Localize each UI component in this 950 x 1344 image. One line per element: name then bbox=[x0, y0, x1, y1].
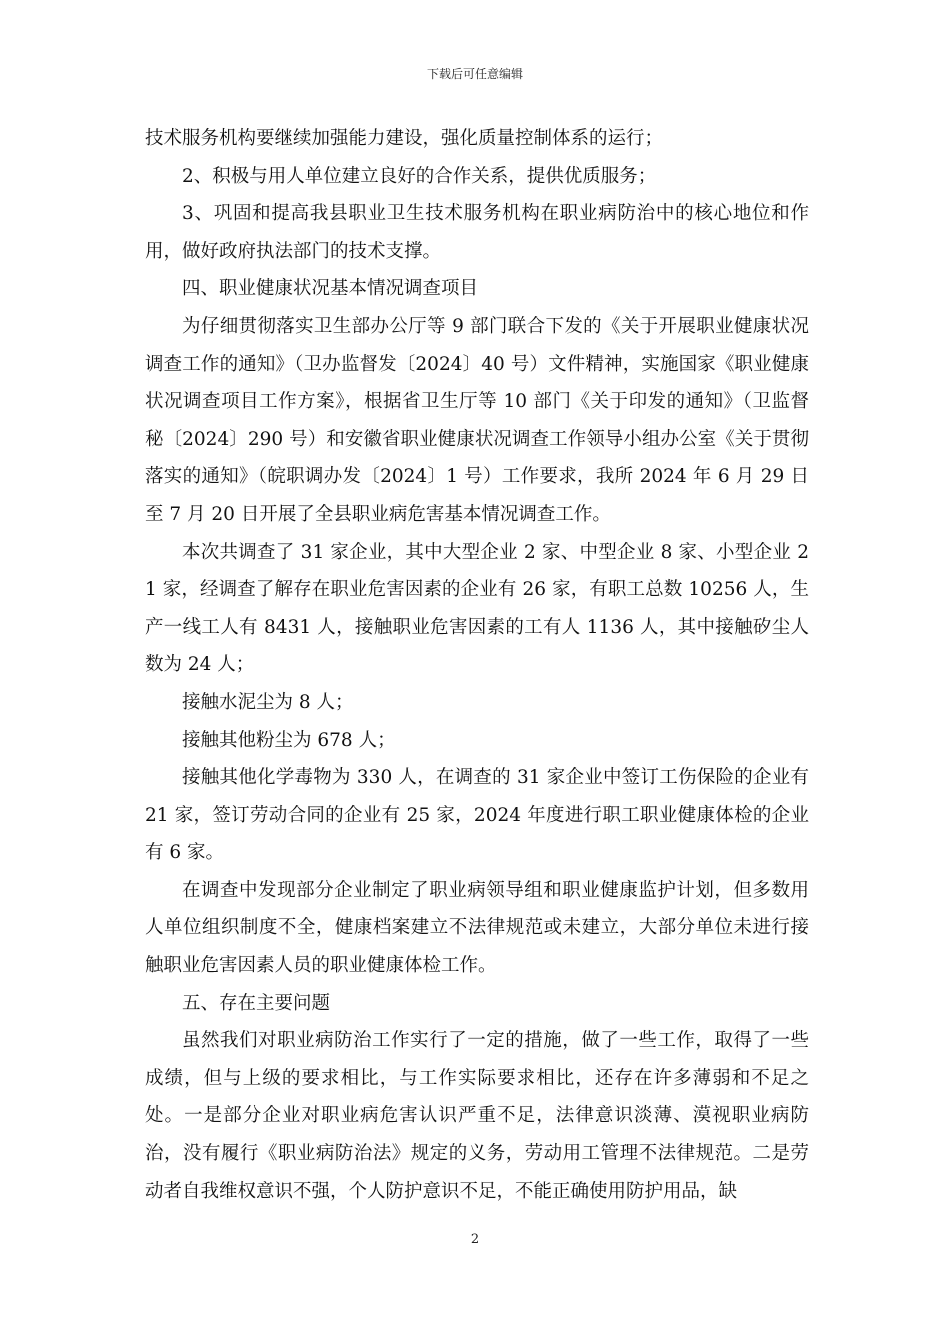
page-header: 下载后可任意编辑 bbox=[426, 67, 523, 81]
paragraph-chemicals: 接触其他化学毒物为 330 人，在调查的 31 家企业中签订工伤保险的企业有 21 家，签订劳动合同的企业有 25 家，2024 年度进行职工职业健康体检的企业有 6 家。 bbox=[145, 767, 809, 864]
paragraph-problems: 虽然我们对职业病防治工作实行了一定的措施，做了一些工作，取得了一些成绩，但与上级的要求相比，与工作实际要求相比，还存在许多薄弱和不足之处。一是部分企业对职业病危害认识严重不足，法律意识淡薄、漠视职业病防治，没有履行《职业病防治法》规定的义务，劳动用工管理不法律规范。二是劳动者自我维权意识不强，个人防护意识不足，不能正确使用防护用品，缺 bbox=[145, 1030, 809, 1202]
paragraph-survey-stats: 本次共调查了 31 家企业，其中大型企业 2 家、中型企业 8 家、小型企业 21 家，经调查了解存在职业危害因素的企业有 26 家，有职工总数 10256 人，生产一线工人有 8431 人，接触职业危害因素的工有人 1136 人，其中接触矽尘人数为 24 人； bbox=[145, 541, 809, 676]
section-heading-5: 五、存在主要问题 bbox=[182, 992, 331, 1014]
paragraph-survey-intro: 为仔细贯彻落实卫生部办公厅等 9 部门联合下发的《关于开展职业健康状况调查工作的通知》（卫办监督发〔2024〕40 号）文件精神，实施国家《职业健康状况调查项目工作方案》，根据省卫生厅等 10 部门《关于印发的通知》（卫监督秘〔2024〕290 号）和安徽省职业健康状况调查工作领导小组办公室《关于贯彻落实的通知》（皖职调办发〔2024〕1 号）工作要求，我所 2024 年 6 月 29 日至 7 月 20 日开展了全县职业病危害基本情况调查工作。 bbox=[145, 315, 809, 525]
paragraph-findings: 在调查中发现部分企业制定了职业病领导组和职业健康监护计划，但多数用人单位组织制度不全，健康档案建立不法律规范或未建立，大部分单位未进行接触职业危害因素人员的职业健康体检工作。 bbox=[145, 879, 809, 977]
document-body bbox=[145, 120, 809, 1210]
page-number: 2 bbox=[470, 1232, 480, 1247]
paragraph-cement-dust: 接触水泥尘为 8 人； bbox=[182, 691, 354, 713]
paragraph-item-3: 3、巩固和提高我县职业卫生技术服务机构在职业病防治中的核心地位和作用，做好政府执法部门的技术支撑。 bbox=[145, 203, 809, 262]
paragraph-item-2: 2、积极与用人单位建立良好的合作关系，提供优质服务； bbox=[182, 165, 657, 187]
paragraph-other-dust: 接触其他粉尘为 678 人； bbox=[182, 729, 396, 751]
section-heading-4: 四、职业健康状况基本情况调查项目 bbox=[182, 278, 479, 300]
paragraph-continuation: 技术服务机构要继续加强能力建设，强化质量控制体系的运行； bbox=[145, 128, 664, 149]
